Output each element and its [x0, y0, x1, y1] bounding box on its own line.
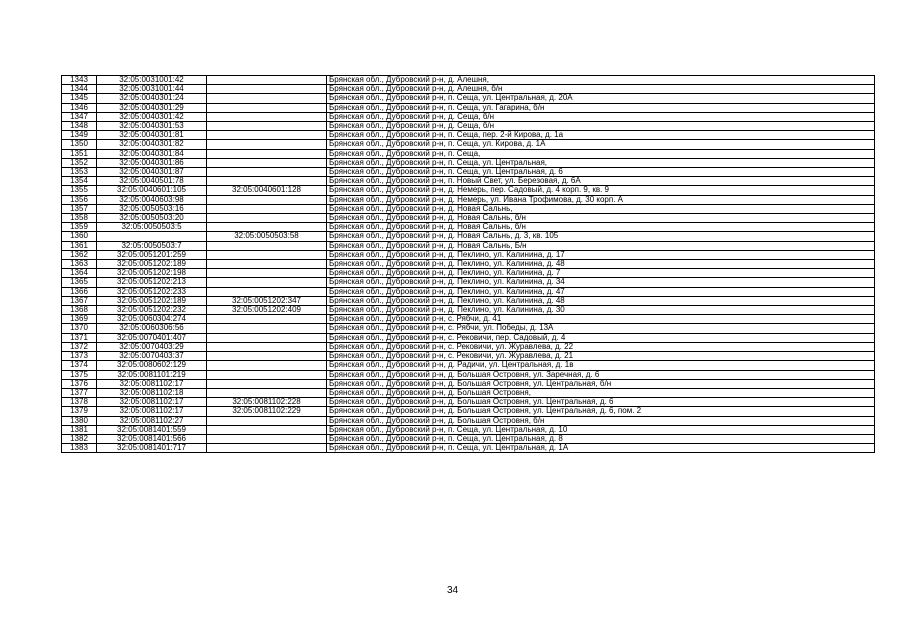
row-number-cell: 1351 — [62, 149, 97, 158]
table-row — [62, 149, 875, 158]
address-cell: Брянская обл., Дубровский р-н, д. Пеклино, ул. Калинина, д. 30 — [327, 306, 875, 315]
parent-cadastral-number-cell — [207, 444, 327, 453]
row-number-cell: 1359 — [62, 223, 97, 232]
table-row — [62, 296, 875, 305]
parent-cadastral-number-cell — [207, 168, 327, 177]
parent-cadastral-number-cell — [207, 112, 327, 121]
table-row — [62, 140, 875, 149]
table-row — [62, 444, 875, 453]
table-row — [62, 214, 875, 223]
address-cell: Брянская обл., Дубровский р-н, д. Пеклино, ул. Калинина, д. 34 — [327, 278, 875, 287]
parent-cadastral-number-cell — [207, 315, 327, 324]
cadastral-number-cell: 32:05:0051202:189 — [97, 260, 207, 269]
cadastral-number-cell: 32:05:0051202:233 — [97, 287, 207, 296]
row-number-cell: 1365 — [62, 278, 97, 287]
parent-cadastral-number-cell — [207, 76, 327, 85]
cadastral-number-cell: 32:05:0081102:17 — [97, 398, 207, 407]
table-row — [62, 361, 875, 370]
page-number: 34 — [446, 585, 459, 596]
cadastral-number-cell: 32:05:0040301:84 — [97, 149, 207, 158]
parent-cadastral-number-cell — [207, 370, 327, 379]
address-cell: Брянская обл., Дубровский р-н, д. Новая Сальнь, б/н — [327, 214, 875, 223]
address-cell: Брянская обл., Дубровский р-н, с. Рябчи, ул. Победы, д. 13А — [327, 324, 875, 333]
cadastral-number-cell: 32:05:0081401:559 — [97, 425, 207, 434]
address-cell: Брянская обл., Дубровский р-н, д. Большая Островня, ул. Центральная, д. 6, пом. 2 — [327, 407, 875, 416]
cadastral-number-cell: 32:05:0031001:44 — [97, 85, 207, 94]
address-cell: Брянская обл., Дубровский р-н, д. Новая Сальнь, б/н — [327, 223, 875, 232]
table-row — [62, 158, 875, 167]
parent-cadastral-number-cell — [207, 204, 327, 213]
parent-cadastral-number-cell — [207, 352, 327, 361]
address-cell: Брянская обл., Дубровский р-н, д. Немерь, пер. Садовый, д. 4 корп. 9, кв. 9 — [327, 186, 875, 195]
parent-cadastral-number-cell — [207, 140, 327, 149]
cadastral-number-cell: 32:05:0060306:56 — [97, 324, 207, 333]
parent-cadastral-number-cell — [207, 214, 327, 223]
address-cell: Брянская обл., Дубровский р-н, д. Новая Сальнь, — [327, 204, 875, 213]
address-cell: Брянская обл., Дубровский р-н, с. Рековичи, ул. Журавлева, д. 22 — [327, 342, 875, 351]
address-cell: Брянская обл., Дубровский р-н, д. Радичи, ул. Центральная, д. 1в — [327, 361, 875, 370]
row-number-cell: 1348 — [62, 122, 97, 131]
row-number-cell: 1382 — [62, 434, 97, 443]
cadastral-number-cell: 32:05:0050503:20 — [97, 214, 207, 223]
cadastral-number-cell: 32:05:0081401:566 — [97, 434, 207, 443]
address-cell: Брянская обл., Дубровский р-н, д. Сеща, б/н — [327, 122, 875, 131]
table-row — [62, 94, 875, 103]
cadastral-number-cell: 32:05:0040601:105 — [97, 186, 207, 195]
cadastral-number-cell: 32:05:0050503:5 — [97, 223, 207, 232]
parent-cadastral-number-cell — [207, 158, 327, 167]
parent-cadastral-number-cell — [207, 388, 327, 397]
row-number-cell: 1354 — [62, 177, 97, 186]
row-number-cell: 1366 — [62, 287, 97, 296]
table-row — [62, 379, 875, 388]
address-cell: Брянская обл., Дубровский р-н, п. Сеща, ул. Центральная, д. 1А — [327, 444, 875, 453]
parent-cadastral-number-cell: 32:05:0050503:58 — [207, 232, 327, 241]
address-cell: Брянская обл., Дубровский р-н, п. Сеща, ул. Гагарина, б/н — [327, 103, 875, 112]
parent-cadastral-number-cell — [207, 94, 327, 103]
parent-cadastral-number-cell — [207, 269, 327, 278]
table-row — [62, 425, 875, 434]
row-number-cell: 1363 — [62, 260, 97, 269]
cadastral-number-cell: 32:05:0060304:274 — [97, 315, 207, 324]
parent-cadastral-number-cell — [207, 333, 327, 342]
table-row — [62, 177, 875, 186]
parent-cadastral-number-cell — [207, 425, 327, 434]
table-row — [62, 250, 875, 259]
address-cell: Брянская обл., Дубровский р-н, д. Пеклино, ул. Калинина, д. 48 — [327, 260, 875, 269]
cadastral-number-cell: 32:05:0050503:7 — [97, 241, 207, 250]
address-cell: Брянская обл., Дубровский р-н, п. Новый Свет, ул. Березовая, д. 6А — [327, 177, 875, 186]
cadastral-number-cell: 32:05:0080602:129 — [97, 361, 207, 370]
row-number-cell: 1379 — [62, 407, 97, 416]
cadastral-number-cell: 32:05:0051202:232 — [97, 306, 207, 315]
row-number-cell: 1343 — [62, 76, 97, 85]
table-row — [62, 278, 875, 287]
row-number-cell: 1364 — [62, 269, 97, 278]
cadastral-number-cell: 32:05:0050503:16 — [97, 204, 207, 213]
parent-cadastral-number-cell — [207, 250, 327, 259]
row-number-cell: 1352 — [62, 158, 97, 167]
parent-cadastral-number-cell — [207, 223, 327, 232]
address-cell: Брянская обл., Дубровский р-н, с. Рековичи, ул. Журавлева, д. 21 — [327, 352, 875, 361]
table-row — [62, 204, 875, 213]
cadastral-number-cell: 32:05:0070403:29 — [97, 342, 207, 351]
cadastral-number-cell — [97, 232, 207, 241]
row-number-cell: 1361 — [62, 241, 97, 250]
row-number-cell: 1353 — [62, 168, 97, 177]
parent-cadastral-number-cell — [207, 324, 327, 333]
row-number-cell: 1356 — [62, 195, 97, 204]
address-cell: Брянская обл., Дубровский р-н, п. Сеща, ул. Центральная, д. 6 — [327, 168, 875, 177]
address-cell: Брянская обл., Дубровский р-н, д. Пеклино, ул. Калинина, д. 47 — [327, 287, 875, 296]
address-cell: Брянская обл., Дубровский р-н, д. Большая Островня, б/н — [327, 416, 875, 425]
table-row — [62, 241, 875, 250]
address-cell: Брянская обл., Дубровский р-н, д. Алешня, б/н — [327, 85, 875, 94]
parent-cadastral-number-cell: 32:05:0040601:128 — [207, 186, 327, 195]
row-number-cell: 1373 — [62, 352, 97, 361]
address-cell: Брянская обл., Дубровский р-н, п. Сеща, ул. Центральная, — [327, 158, 875, 167]
row-number-cell: 1375 — [62, 370, 97, 379]
table-row — [62, 398, 875, 407]
parent-cadastral-number-cell: 32:05:0051202:347 — [207, 296, 327, 305]
row-number-cell: 1376 — [62, 379, 97, 388]
cadastral-number-cell: 32:05:0051202:189 — [97, 296, 207, 305]
cadastral-number-cell: 32:05:0070403:37 — [97, 352, 207, 361]
cadastral-number-cell: 32:05:0081101:219 — [97, 370, 207, 379]
cadastral-number-cell: 32:05:0081102:18 — [97, 388, 207, 397]
address-cell: Брянская обл., Дубровский р-н, п. Сеща, ул. Центральная, д. 20А — [327, 94, 875, 103]
address-cell: Брянская обл., Дубровский р-н, п. Сеща, ул. Центральная, д. 8 — [327, 434, 875, 443]
parent-cadastral-number-cell — [207, 416, 327, 425]
address-cell: Брянская обл., Дубровский р-н, д. Большая Островня, ул. Центральная, б/н — [327, 379, 875, 388]
row-number-cell: 1350 — [62, 140, 97, 149]
address-cell: Брянская обл., Дубровский р-н, с. Рековичи, пер. Садовый, д. 4 — [327, 333, 875, 342]
table-row — [62, 324, 875, 333]
parent-cadastral-number-cell — [207, 103, 327, 112]
parent-cadastral-number-cell — [207, 260, 327, 269]
table-row — [62, 269, 875, 278]
table-row — [62, 260, 875, 269]
table-row — [62, 223, 875, 232]
table-row — [62, 287, 875, 296]
row-number-cell: 1371 — [62, 333, 97, 342]
row-number-cell: 1347 — [62, 112, 97, 121]
parent-cadastral-number-cell — [207, 241, 327, 250]
cadastral-number-cell: 32:05:0081102:17 — [97, 407, 207, 416]
parent-cadastral-number-cell — [207, 361, 327, 370]
row-number-cell: 1360 — [62, 232, 97, 241]
address-cell: Брянская обл., Дубровский р-н, д. Алешня, — [327, 76, 875, 85]
parent-cadastral-number-cell — [207, 278, 327, 287]
row-number-cell: 1369 — [62, 315, 97, 324]
address-cell: Брянская обл., Дубровский р-н, п. Сеща, ул. Центральная, д. 10 — [327, 425, 875, 434]
address-cell: Брянская обл., Дубровский р-н, д. Немерь, ул. Ивана Трофимова, д. 30 корп. А — [327, 195, 875, 204]
cadastral-number-cell: 32:05:0081102:27 — [97, 416, 207, 425]
cadastral-number-cell: 32:05:0031001:42 — [97, 76, 207, 85]
row-number-cell: 1362 — [62, 250, 97, 259]
address-cell: Брянская обл., Дубровский р-н, п. Сеща, ул. Кирова, д. 1А — [327, 140, 875, 149]
table-row — [62, 370, 875, 379]
table-row — [62, 232, 875, 241]
cadastral-number-cell: 32:05:0040301:82 — [97, 140, 207, 149]
address-cell: Брянская обл., Дубровский р-н, с. Рябчи, д. 41 — [327, 315, 875, 324]
row-number-cell: 1349 — [62, 131, 97, 140]
parent-cadastral-number-cell — [207, 342, 327, 351]
row-number-cell: 1378 — [62, 398, 97, 407]
parent-cadastral-number-cell — [207, 149, 327, 158]
cadastral-number-cell: 32:05:0040301:87 — [97, 168, 207, 177]
parent-cadastral-number-cell — [207, 85, 327, 94]
cadastral-number-cell: 32:05:0040501:78 — [97, 177, 207, 186]
table-row — [62, 306, 875, 315]
parent-cadastral-number-cell: 32:05:0081102:228 — [207, 398, 327, 407]
row-number-cell: 1367 — [62, 296, 97, 305]
table-row — [62, 333, 875, 342]
address-cell: Брянская обл., Дубровский р-н, д. Пеклино, ул. Калинина, д. 7 — [327, 269, 875, 278]
cadastral-number-cell: 32:05:0070401:407 — [97, 333, 207, 342]
table-row — [62, 352, 875, 361]
table-row — [62, 416, 875, 425]
row-number-cell: 1355 — [62, 186, 97, 195]
table-row — [62, 315, 875, 324]
table-row — [62, 103, 875, 112]
row-number-cell: 1368 — [62, 306, 97, 315]
parent-cadastral-number-cell — [207, 195, 327, 204]
table-row — [62, 434, 875, 443]
table-row — [62, 195, 875, 204]
row-number-cell: 1370 — [62, 324, 97, 333]
records-table — [61, 75, 875, 453]
cadastral-number-cell: 32:05:0040301:81 — [97, 131, 207, 140]
parent-cadastral-number-cell: 32:05:0051202:409 — [207, 306, 327, 315]
parent-cadastral-number-cell — [207, 434, 327, 443]
parent-cadastral-number-cell — [207, 379, 327, 388]
row-number-cell: 1372 — [62, 342, 97, 351]
table-row — [62, 76, 875, 85]
row-number-cell: 1377 — [62, 388, 97, 397]
row-number-cell: 1344 — [62, 85, 97, 94]
table-row — [62, 168, 875, 177]
row-number-cell: 1380 — [62, 416, 97, 425]
table-row — [62, 388, 875, 397]
address-cell: Брянская обл., Дубровский р-н, д. Новая Сальнь, Б/н — [327, 241, 875, 250]
address-cell: Брянская обл., Дубровский р-н, п. Сеща, пер. 2-й Кирова, д. 1а — [327, 131, 875, 140]
row-number-cell: 1345 — [62, 94, 97, 103]
parent-cadastral-number-cell: 32:05:0081102:229 — [207, 407, 327, 416]
row-number-cell: 1346 — [62, 103, 97, 112]
cadastral-number-cell: 32:05:0040301:86 — [97, 158, 207, 167]
row-number-cell: 1357 — [62, 204, 97, 213]
cadastral-number-cell: 32:05:0051202:213 — [97, 278, 207, 287]
table-row — [62, 112, 875, 121]
table-row — [62, 342, 875, 351]
records-table-body — [62, 76, 875, 453]
cadastral-number-cell: 32:05:0040301:29 — [97, 103, 207, 112]
cadastral-number-cell: 32:05:0040603:98 — [97, 195, 207, 204]
table-row — [62, 407, 875, 416]
address-cell: Брянская обл., Дубровский р-н, д. Большая Островня, — [327, 388, 875, 397]
row-number-cell: 1374 — [62, 361, 97, 370]
row-number-cell: 1358 — [62, 214, 97, 223]
row-number-cell: 1381 — [62, 425, 97, 434]
cadastral-number-cell: 32:05:0040301:24 — [97, 94, 207, 103]
table-row — [62, 131, 875, 140]
cadastral-number-cell: 32:05:0081401:717 — [97, 444, 207, 453]
parent-cadastral-number-cell — [207, 131, 327, 140]
cadastral-number-cell: 32:05:0040301:53 — [97, 122, 207, 131]
table-row — [62, 122, 875, 131]
row-number-cell: 1383 — [62, 444, 97, 453]
table-row — [62, 85, 875, 94]
address-cell: Брянская обл., Дубровский р-н, д. Пеклино, ул. Калинина, д. 48 — [327, 296, 875, 305]
cadastral-number-cell: 32:05:0051202:198 — [97, 269, 207, 278]
cadastral-number-cell: 32:05:0051201:259 — [97, 250, 207, 259]
address-cell: Брянская обл., Дубровский р-н, д. Пеклино, ул. Калинина, д. 17 — [327, 250, 875, 259]
cadastral-number-cell: 32:05:0081102:17 — [97, 379, 207, 388]
address-cell: Брянская обл., Дубровский р-н, п. Сеща, — [327, 149, 875, 158]
address-cell: Брянская обл., Дубровский р-н, д. Сеща, б/н — [327, 112, 875, 121]
address-cell: Брянская обл., Дубровский р-н, д. Новая Сальнь, д. 3, кв. 105 — [327, 232, 875, 241]
address-cell: Брянская обл., Дубровский р-н, д. Большая Островня, ул. Центральная, д. 6 — [327, 398, 875, 407]
cadastral-number-cell: 32:05:0040301:42 — [97, 112, 207, 121]
parent-cadastral-number-cell — [207, 177, 327, 186]
parent-cadastral-number-cell — [207, 287, 327, 296]
address-cell: Брянская обл., Дубровский р-н, д. Большая Островня, ул. Заречная, д. 6 — [327, 370, 875, 379]
parent-cadastral-number-cell — [207, 122, 327, 131]
table-row — [62, 186, 875, 195]
